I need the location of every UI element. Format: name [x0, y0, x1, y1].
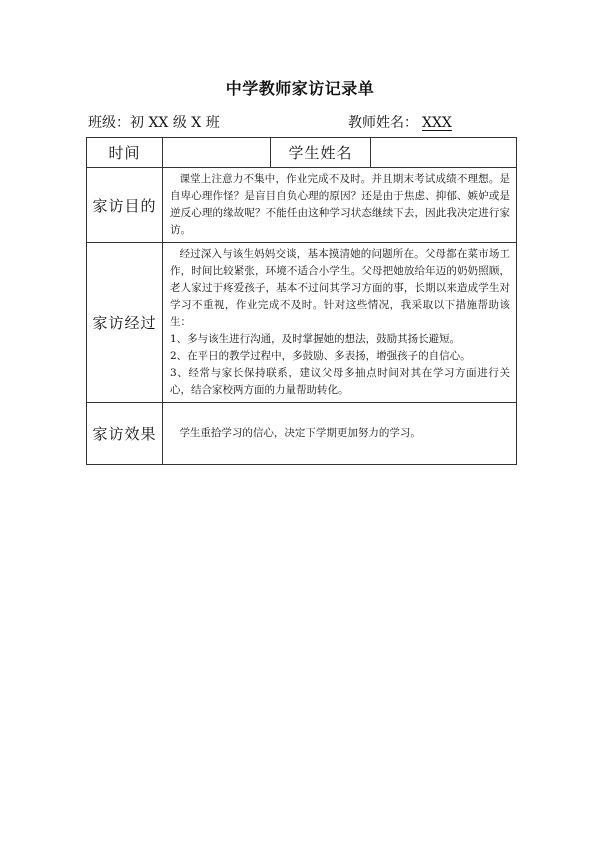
student-name-value-cell[interactable] — [371, 138, 517, 168]
teacher-value: XXX — [422, 115, 452, 131]
teacher-label: 教师姓名： — [348, 115, 418, 131]
time-label: 时间 — [87, 138, 163, 168]
process-step: 3、经常与家长保持联系，建议父母多抽点时间对其在学习方面进行关心，结合家校两方面的力量帮助转化。 — [170, 367, 510, 396]
page-title: 中学教师家访记录单 — [225, 79, 375, 98]
table-row-process — [87, 243, 517, 403]
purpose-label: 家访目的 — [87, 168, 163, 243]
purpose-text-cell — [163, 168, 517, 243]
process-intro: 经过深入与该生妈妈交谈，基本摸清她的问题所在。父母都在菜市场工作，时间比较紧张，环境不适合小学生。父母把她放给年迈的奶奶照顾，老人家过于疼爱孩子，基本不过问其学习方面的事，长期以来造成学生对学习不重视，作业完成不及时。针对这些情况，我采取以下措施帮助该生： — [170, 248, 510, 328]
effect-text-cell — [163, 403, 517, 465]
table-row-effect — [87, 403, 517, 465]
class-label: 班级： — [88, 115, 130, 131]
student-name-label: 学生姓名 — [271, 138, 371, 168]
class-field — [88, 112, 220, 132]
process-text-cell — [163, 243, 517, 403]
process-step: 1、多与该生进行沟通，及时掌握她的想法，鼓励其扬长避短。 — [170, 333, 461, 345]
effect-label: 家访效果 — [87, 403, 163, 465]
visit-record-table — [86, 137, 517, 465]
table-row-purpose — [87, 168, 517, 243]
table-row-time — [87, 138, 517, 168]
process-label: 家访经过 — [87, 243, 163, 403]
effect-text: 学生重拾学习的信心，决定下学期更加努力的学习。 — [179, 427, 421, 439]
time-value-cell[interactable] — [163, 138, 271, 168]
process-step: 2、在平日的教学过程中，多鼓励、多表扬，增强孩子的自信心。 — [170, 350, 471, 362]
class-value: 初 XX 级 X 班 — [130, 115, 220, 131]
teacher-field — [348, 112, 456, 132]
purpose-text: 课堂上注意力不集中，作业完成不及时。并且期末考试成绩不理想。是自卑心理作怪？是盲目自负心理的原因？还是由于焦虑、抑郁、嫉妒或是逆反心理的缘故呢？不能任由这种学习状态继续下去，因此我决定进行家访。 — [170, 173, 510, 236]
